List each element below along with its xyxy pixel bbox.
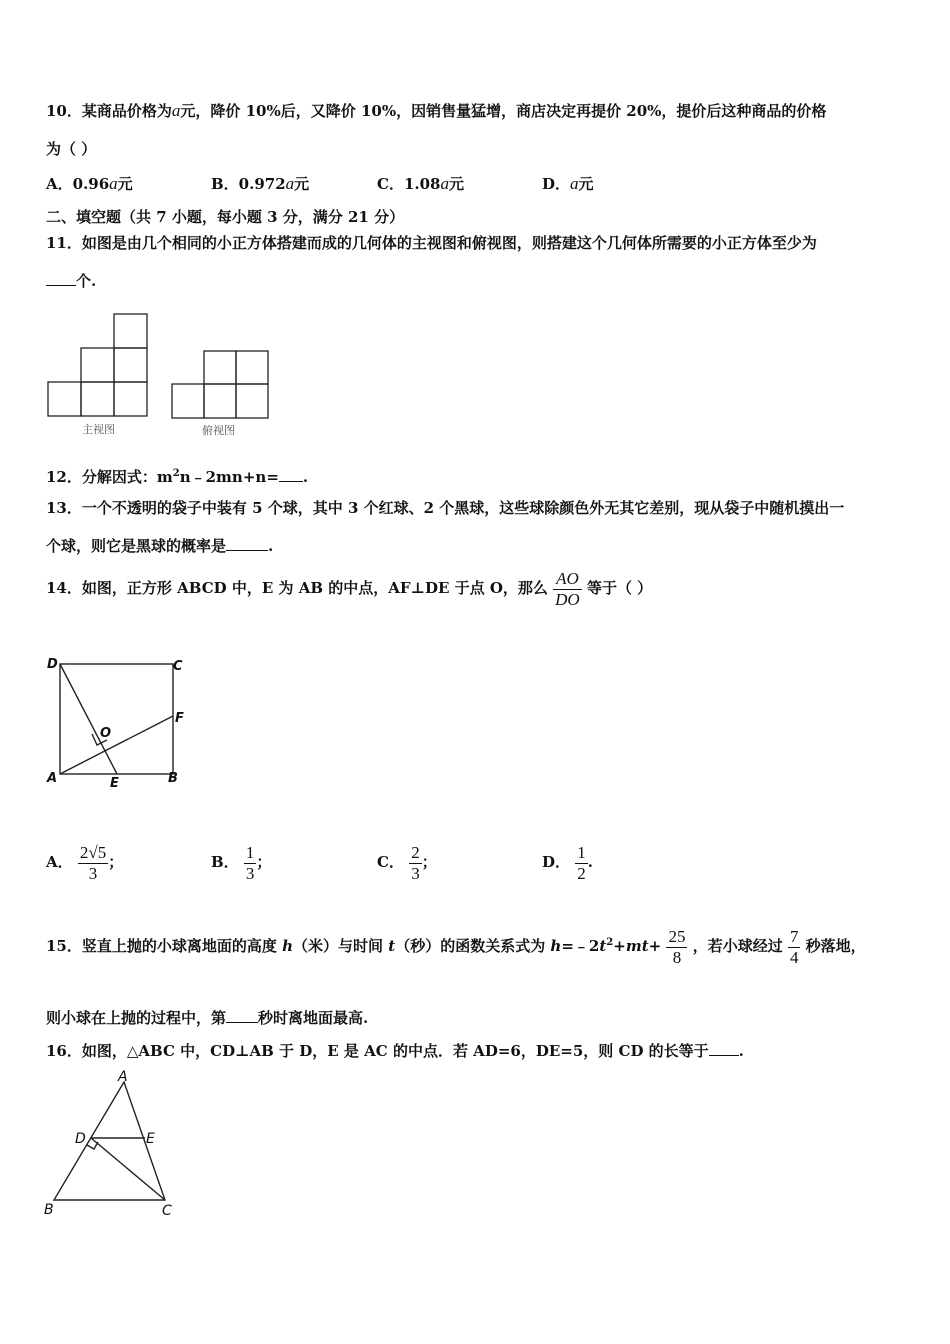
label-b: B <box>168 771 178 786</box>
q14-option-b: B． $\frac{1}{3}$ ； <box>211 842 272 883</box>
top-view-caption: 俯视图 <box>202 424 235 437</box>
q11-line1: 11．如图是由几个相同的小正方体搭建而成的几何体的主视图和俯视图，则搭建这个几何体所需要的小正方体至少为 <box>46 234 817 252</box>
q11-line2: 个. <box>46 271 96 291</box>
q12-answer-blank[interactable] <box>279 467 303 482</box>
label-d: D <box>75 1131 86 1147</box>
label-e: E <box>146 1131 155 1147</box>
label-d: D <box>47 657 58 672</box>
q10-line2: 为（ ） <box>46 140 97 158</box>
q16-triangle-figure <box>40 1068 190 1228</box>
label-o: O <box>100 726 112 741</box>
square-abcd <box>60 664 173 774</box>
q11-answer-blank[interactable] <box>46 271 76 286</box>
q15-line1: 15．竖直上抛的小球离地面的高度 h（米）与时间 t（秒）的函数关系式为 $h=﹣2t^2+mt+$ $\frac{25}{8}$ ，若小球经过 $\frac{7}{4}$ 秒落地， <box>46 926 866 967</box>
label-a: A <box>47 771 58 786</box>
top-view-figure <box>172 351 268 418</box>
q13-answer-blank[interactable] <box>226 536 268 551</box>
q11-figures <box>44 310 284 440</box>
q10-option-a: A．0.96a元 <box>46 174 133 193</box>
label-c: C <box>173 659 183 674</box>
q14-option-a: A． $\frac{2√5}{3}$ ； <box>46 842 124 883</box>
q10-option-c: C．1.08a元 <box>377 174 464 193</box>
q13-line1: 13．一个不透明的袋子中装有 5 个球，其中 3 个红球、2 个黑球，这些球除颜色外无其它差别，现从袋子中随机摸出一 <box>46 499 845 517</box>
q14-option-c: C． $\frac{2}{3}$ ； <box>377 842 437 883</box>
label-e: E <box>110 776 119 791</box>
q16-line: 16．如图，△ABC 中，CD⊥AB 于 D，E 是 AC 的中点．若 AD=6，DE=5，则 CD 的长等于 . <box>46 1042 744 1060</box>
q14-ratio-fraction: $\frac{AO}{DO}$ <box>555 568 580 609</box>
front-view-caption: 主视图 <box>82 423 115 436</box>
q15-fraction-7-4: $\frac{7}{4}$ <box>789 926 799 967</box>
q15-line2: 则小球在上抛的过程中，第 秒时离地面最高. <box>46 1009 369 1027</box>
q15-answer-blank[interactable] <box>226 1008 258 1023</box>
q12-line: 12．分解因式：$m^2n﹣2mn+n=$ . <box>46 468 309 486</box>
label-b: B <box>44 1202 54 1218</box>
q13-line2: 个球，则它是黑球的概率是 . <box>46 537 274 555</box>
q10-option-d: D．a元 <box>542 174 594 193</box>
label-f: F <box>175 711 184 726</box>
segment-af <box>60 716 173 774</box>
label-c: C <box>162 1203 172 1219</box>
q10-option-b: B．0.972a元 <box>211 174 310 193</box>
q10-line1: 10．某商品价格为a元，降价 10%后，又降价 10%，因销售量猛增，商店决定再提价 20%，提价后这种商品的价格 <box>46 101 827 120</box>
segment-de <box>60 664 117 774</box>
section-2-heading: 二、填空题（共 7 小题，每小题 3 分，满分 21 分） <box>46 208 405 226</box>
q14-option-d: D． $\frac{1}{2}$ . <box>542 842 593 883</box>
label-a: A <box>118 1069 128 1085</box>
q14-square-figure <box>44 652 194 792</box>
q16-answer-blank[interactable] <box>709 1041 739 1056</box>
front-view-figure <box>48 314 147 416</box>
q15-fraction-25-8: $\frac{25}{8}$ <box>668 926 686 967</box>
q14-line: 14．如图，正方形 ABCD 中，E 为 AB 的中点，AF⊥DE 于点 O，那么 $\frac{AO}{DO}$ 等于（ ） <box>46 568 653 609</box>
